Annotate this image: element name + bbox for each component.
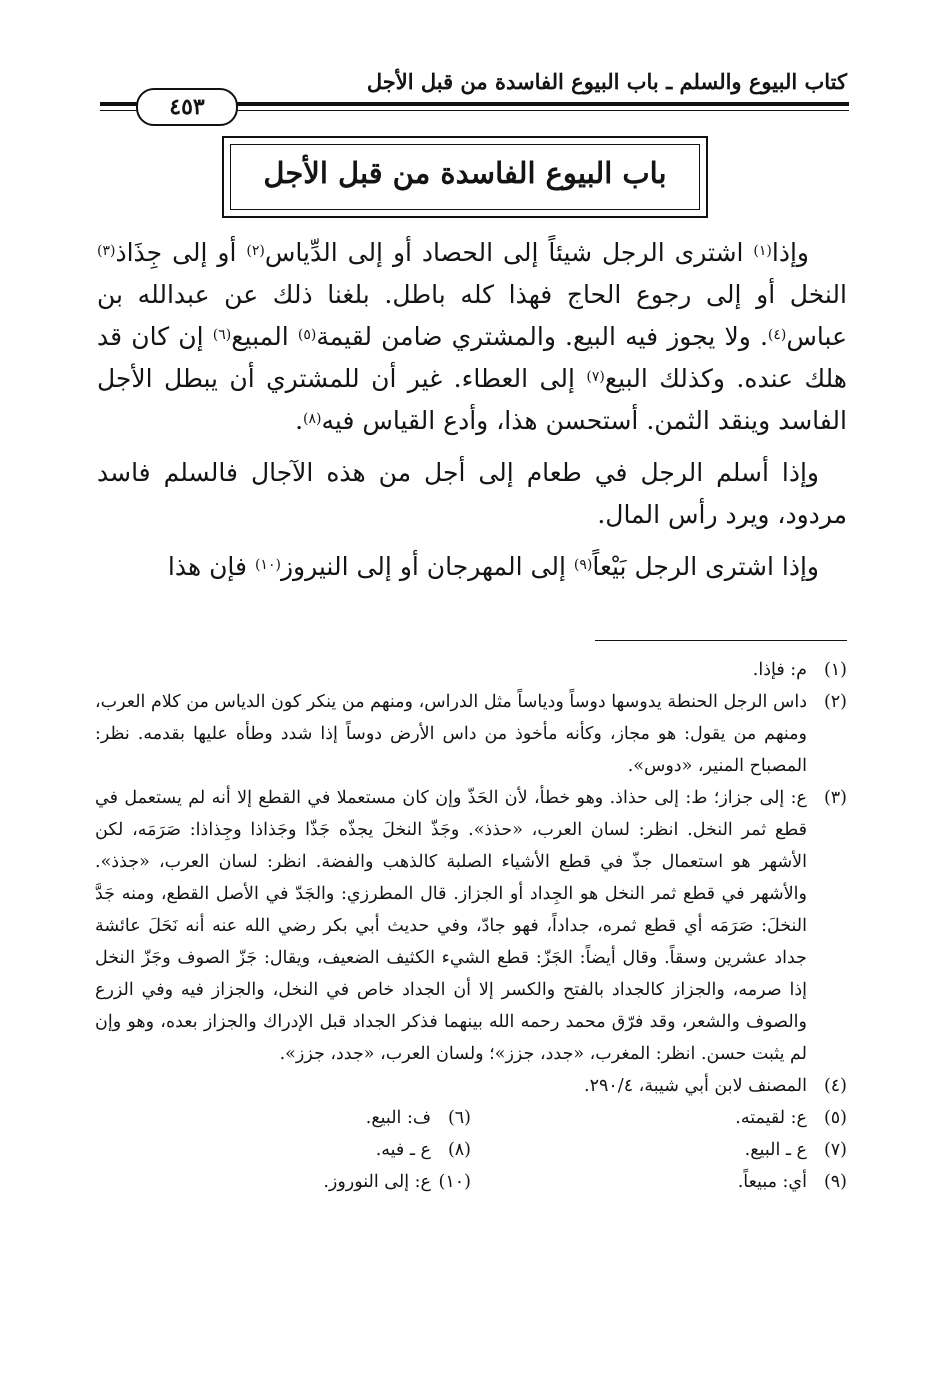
footnote-5 bbox=[471, 1102, 847, 1134]
text-run: وإذا اشترى الرجل بَيْعاً bbox=[592, 552, 819, 581]
paragraph-1 bbox=[97, 232, 847, 442]
footnote-text: ع ـ فيه. bbox=[375, 1140, 431, 1160]
footnote-10 bbox=[95, 1166, 471, 1198]
footnote-separator bbox=[595, 640, 847, 641]
text-run: المبيع bbox=[231, 322, 298, 351]
page-number: ٤٥٣ bbox=[136, 88, 238, 126]
footnote-2 bbox=[95, 686, 847, 782]
footnote-number: (٧) bbox=[823, 1140, 847, 1160]
main-text bbox=[97, 232, 847, 598]
footnote-text: ع: إلى جزاز؛ ط: إلى حذاذ. وهو خطأ، لأن الحَذّ وإن كان مستعملا في القطع إلا أنه لم يستعمل في قطع ثمر النخل. انظر: لسان العرب، «حذذ». وجَذّ النخلَ يجذّه جَذّا وجَذاذا وجِذاذا: صَرَمَه، لكن الأشهر هو استعمال جذّ في قطع الأشياء الصلبة كالذهب والفضة. انظر: لسان العرب، «جذذ». والأشهر في قطع ثمر النخل هو الجِداد أو الجزاز. قال المطرزي: والجَدّ في الأصل القطع، ومنه جَدَّ النخلَ: صَرَمَه أي قطع ثمره، جداداً، فهو جادّ، وفي حديث أبي بكر رضي الله عنه أنه نَحَلَ عائشة جداد عشرين وسقاً. وقال أيضاً: الجَزّ: قطع الشيء الكثيف الضعيف، ويقال: جَزّ الصوف وجَزّ النخل إذا صرمه، والجزاز كالجداد بالفتح والكسر إلا أن الجداد خاص في النخل، والجزاز فيه وفي الزرع والصوف والشعر، وقد فرّق محمد رحمه الله بينهما فذكر الجداد قبل الإدراك والجزاز بعده، وهو وإن لم يثبت حسن. انظر: المغرب، «جدد، جزز»؛ ولسان العرب، «جدد، جزز». bbox=[95, 788, 807, 1064]
footnote-ref: (٣) bbox=[97, 243, 116, 259]
footnote-number: (١٠) bbox=[438, 1172, 471, 1192]
text-run: اشترى الرجل شيئاً إلى الحصاد أو إلى الدِّياس bbox=[264, 238, 754, 267]
text-run: فإن هذا bbox=[167, 552, 255, 581]
footnote-ref: (٩) bbox=[573, 557, 593, 573]
text-run: إن كان قد هلك عنده. وكذلك البيع bbox=[97, 322, 847, 393]
running-header: كتاب البيوع والسلم ـ باب البيوع الفاسدة من قبل الأجل bbox=[366, 69, 847, 94]
footnote-text: ع: إلى النوروز. bbox=[323, 1172, 431, 1192]
footnote-text: ع: لقيمته. bbox=[735, 1108, 807, 1128]
footnote-number: (٣) bbox=[823, 788, 847, 808]
footnote-ref: (٧) bbox=[586, 369, 605, 385]
footnote-ref: (٦) bbox=[212, 327, 232, 343]
text-run: وإذا bbox=[771, 238, 809, 267]
chapter-title: باب البيوع الفاسدة من قبل الأجل bbox=[263, 156, 667, 190]
footnote-4 bbox=[95, 1070, 847, 1102]
footnote-ref: (٢) bbox=[246, 243, 265, 259]
footnote-number: (١) bbox=[823, 660, 847, 680]
text-run: أو إلى جِذَاذ bbox=[115, 238, 247, 267]
footnote-number: (٨) bbox=[447, 1140, 471, 1160]
footnote-text: ع ـ البيع. bbox=[744, 1140, 807, 1160]
footnote-text: أي: مبيعاً. bbox=[737, 1172, 807, 1192]
footnote-text: م: فإذا. bbox=[752, 660, 807, 680]
footnote-6 bbox=[95, 1102, 471, 1134]
footnote-ref: (١) bbox=[753, 243, 772, 259]
footnote-number: (٥) bbox=[823, 1108, 847, 1128]
footnote-1 bbox=[95, 654, 847, 686]
footnote-8 bbox=[95, 1134, 471, 1166]
footnote-ref: (٤) bbox=[767, 327, 787, 343]
footnote-number: (٦) bbox=[447, 1108, 471, 1128]
footnote-number: (٩) bbox=[823, 1172, 847, 1192]
footnote-number: (٢) bbox=[823, 692, 847, 712]
footnote-ref: (٥) bbox=[297, 327, 317, 343]
footnote-3 bbox=[95, 782, 847, 1070]
text-run: إلى المهرجان أو إلى النيروز bbox=[280, 552, 574, 581]
paragraph-3 bbox=[97, 546, 847, 588]
footnote-number: (٤) bbox=[823, 1076, 847, 1096]
footnote-7 bbox=[471, 1134, 847, 1166]
chapter-title-frame bbox=[222, 136, 708, 218]
footnote-text: داس الرجل الحنطة يدوسها دوساً ودياساً مثل الدراس، ومنهم من ينكر كون الدياس من كلام العرب، ومنهم من يقول: هو مجاز، وكأنه مأخوذ من داس الأرض دوساً إذا شدد وطأه عليها بقدمه. نظر: المصباح المنير، «دوس». bbox=[95, 692, 807, 776]
text-run: إلى العطاء. غير أن للمشتري أن يبطل الأجل الفاسد وينقد الثمن. أستحسن هذا، وأدع القياس فيه bbox=[97, 364, 847, 435]
short-footnotes-right-column bbox=[471, 1102, 847, 1198]
paragraph-2: وإذا أسلم الرجل في طعام إلى أجل من هذه الآجال فالسلم فاسد مردود، ويرد رأس المال. bbox=[97, 458, 847, 529]
short-footnotes-left-column bbox=[95, 1102, 471, 1198]
text-run: . bbox=[295, 406, 304, 435]
footnote-ref: (٨) bbox=[303, 411, 322, 427]
text-run: . ولا يجوز فيه البيع. والمشتري ضامن لقيمة bbox=[316, 322, 768, 351]
short-footnotes-grid bbox=[95, 1102, 847, 1198]
footnote-text: ف: البيع. bbox=[365, 1108, 431, 1128]
footnotes bbox=[95, 654, 847, 1198]
footnote-ref: (١٠) bbox=[254, 557, 281, 573]
footnote-9 bbox=[471, 1166, 847, 1198]
footnote-text: المصنف لابن أبي شيبة، ٢٩٠/٤. bbox=[584, 1076, 807, 1096]
text-run: النخل أو إلى رجوع الحاج فهذا كله باطل. بلغنا ذلك عن عبدالله بن عباس bbox=[97, 280, 847, 351]
